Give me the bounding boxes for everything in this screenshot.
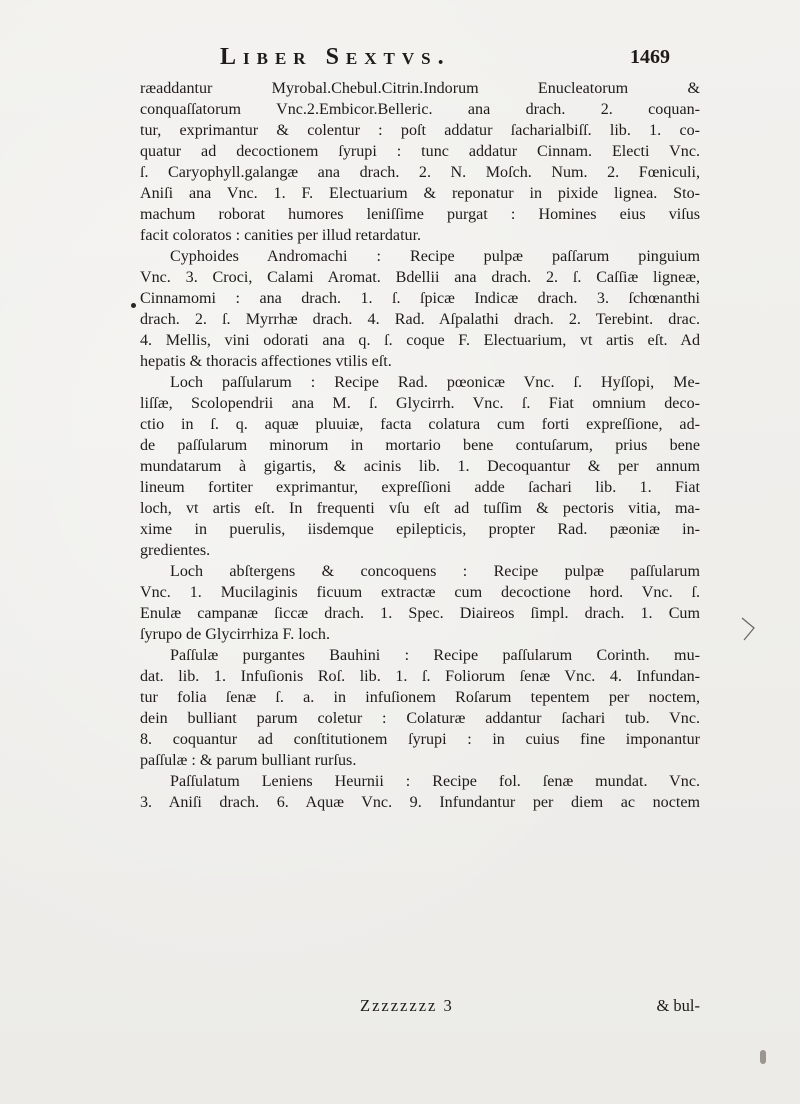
text-line: quatur ad decoctionem ſyrupi : tunc addatur Cinnam. Electi Vnc. (140, 143, 700, 160)
running-head: Liber Sextvs. (220, 44, 451, 70)
text-line: Cinnamomi : ana drach. 1. ſ. ſpicæ Indicæ drach. 3. ſchœnanthi (140, 290, 700, 307)
text-line: Vnc. 1. Mucilaginis ficuum extractæ cum decoctione hord. Vnc. ſ. (140, 584, 700, 601)
text-line: de paſſularum minorum in mortario bene contuſarum, prius bene (140, 437, 700, 454)
margin-dot (131, 303, 136, 308)
text-line: 8. coquantur ad conſtitutionem ſyrupi : in cuius fine imponantur (140, 731, 700, 748)
text-line: Aniſi ana Vnc. 1. F. Electuarium & reponatur in pixide lignea. Sto- (140, 185, 700, 202)
text-line: Enulæ campanæ ſiccæ drach. 1. Spec. Diaireos ſimpl. drach. 1. Cum (140, 605, 700, 622)
text-line: ræaddantur Myrobal.Chebul.Citrin.Indorum Enucleatorum & (140, 80, 700, 97)
text-line: 3. Aniſi drach. 6. Aquæ Vnc. 9. Infundantur per diem ac noctem (140, 794, 700, 811)
margin-pencil-mark (738, 614, 760, 644)
text-line: machum roborat humores leniſſime purgat : Homines eius viſus (140, 206, 700, 223)
text-line: dat. lib. 1. Infuſionis Roſ. lib. 1. ſ. Foliorum ſenæ Vnc. 4. Infundan- (140, 668, 700, 685)
text-line: hepatis & thoracis affectiones vtilis eſt. (140, 353, 392, 370)
text-line: conquaſſatorum Vnc.2.Embicor.Belleric. ana drach. 2. coquan- (140, 101, 700, 118)
text-line: tur folia ſenæ ſ. a. in infuſionem Roſarum tepentem per noctem, (140, 689, 700, 706)
recipe-heading-passulatum: Paſſulatum Leniens Heurnii : Recipe fol. ſenæ mundat. Vnc. (170, 773, 700, 790)
text-line: ſyrupo de Glycirrhiza F. loch. (140, 626, 330, 643)
recipe-heading-loch-abstergens: Loch abſtergens & concoquens : Recipe pulpæ paſſularum (170, 563, 700, 580)
catchword: & bul- (656, 996, 700, 1015)
signature-mark: Zzzzzzzz 3 (360, 996, 454, 1015)
page-header (210, 44, 680, 80)
text-line: drach. 2. ſ. Myrrhæ drach. 4. Rad. Aſpalathi drach. 2. Terebint. drac. (140, 311, 700, 328)
text-line: ctio in ſ. q. aquæ pluuiæ, facta colatura cum forti expreſſione, ad- (140, 416, 700, 433)
text-line: ſ. Caryophyll.galangæ ana drach. 2. N. Moſch. Num. 2. Fœniculi, (140, 164, 700, 181)
text-line: xime in puerulis, iisdemque epilepticis, propter Rad. pæoniæ in- (140, 521, 700, 538)
text-line: mundatarum à gigartis, & acinis lib. 1. Decoquantur & per annum (140, 458, 700, 475)
recipe-heading-loch: Loch paſſularum : Recipe Rad. pœonicæ Vnc. ſ. Hyſſopi, Me- (170, 374, 700, 391)
text-line: 4. Mellis, vini odorati ana q. ſ. coque F. Electuarium, vt artis eſt. Ad (140, 332, 700, 349)
text-line: dein bulliant parum coletur : Colaturæ addantur ſachari tub. Vnc. (140, 710, 700, 727)
text-line: lineum fortiter exprimantur, expreſſioni adde ſachari lib. 1. Fiat (140, 479, 700, 496)
page-number: 1469 (630, 46, 670, 68)
text-line: paſſulæ : & parum bulliant rurſus. (140, 752, 357, 769)
page-footer (360, 996, 700, 1020)
text-line: loch, vt artis eſt. In frequenti vſu eſt ad tuſſim & pectoris vitia, ma- (140, 500, 700, 517)
text-line: liſſæ, Scolopendrii ana M. ſ. Glycirrh. Vnc. ſ. Fiat omnium deco- (140, 395, 700, 412)
text-line: gredientes. (140, 542, 211, 559)
text-line: tur, exprimantur & colentur : poſt addatur ſacharialbiſſ. lib. 1. co- (140, 122, 700, 139)
body-text (140, 78, 700, 813)
text-line: Vnc. 3. Croci, Calami Aromat. Bdellii ana drach. 2. ſ. Caſſiæ ligneæ, (140, 269, 700, 286)
text-line: facit coloratos : canities per illud retardatur. (140, 227, 422, 244)
recipe-heading-passulae: Paſſulæ purgantes Bauhini : Recipe paſſularum Corinth. mu- (170, 647, 700, 664)
ink-stain (760, 1050, 766, 1064)
recipe-heading-cyphoides: Cyphoides Andromachi : Recipe pulpæ paſſarum pinguium (170, 248, 700, 265)
